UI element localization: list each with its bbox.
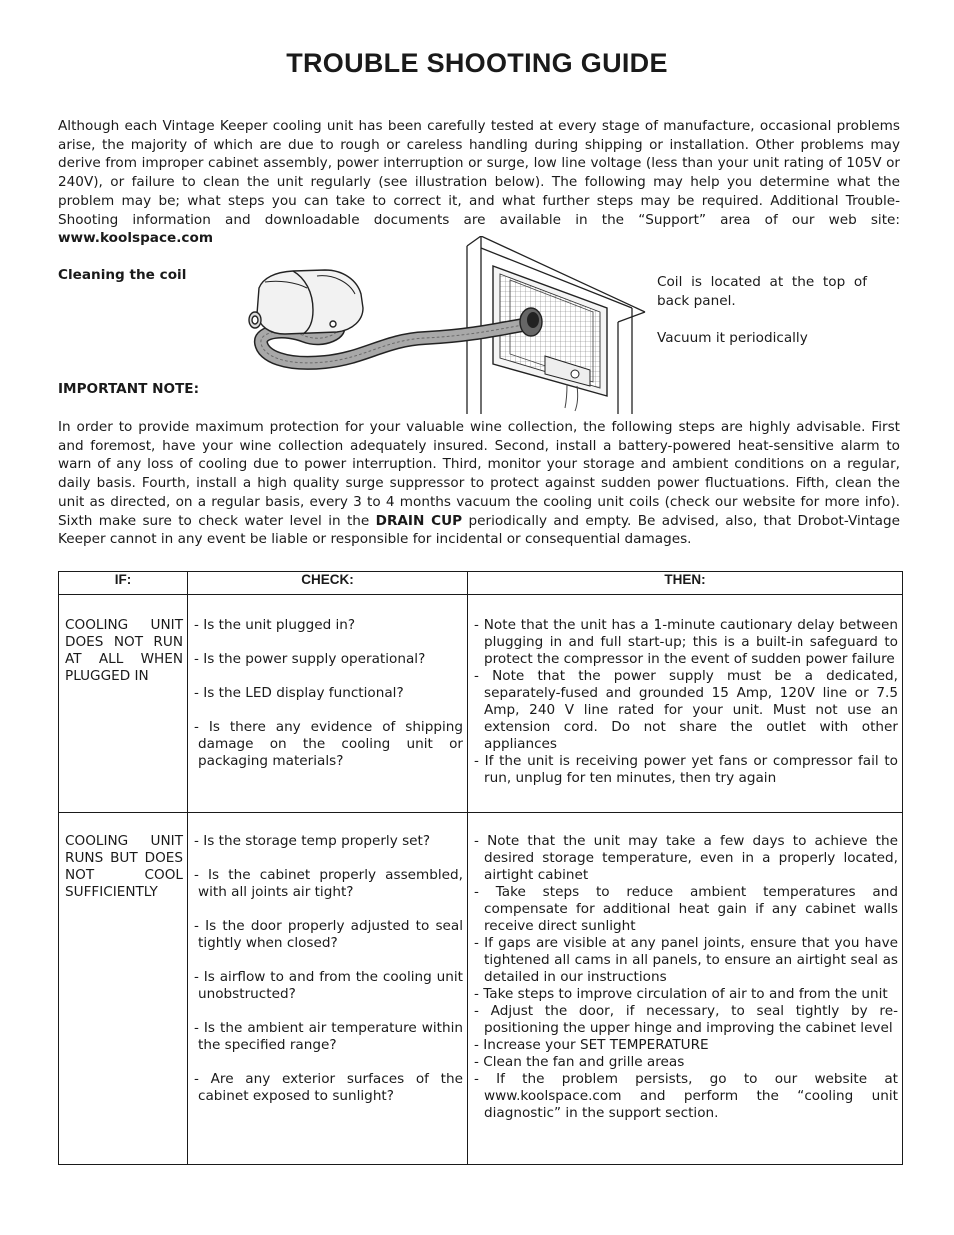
vacuum-cleaner <box>249 270 363 334</box>
troubleshooting-table <box>58 571 903 1165</box>
cleaning-heading: Cleaning the coil <box>58 267 187 283</box>
header-check: CHECK: <box>188 572 468 595</box>
coil-note <box>657 273 867 348</box>
website-link[interactable]: www.koolspace.com <box>58 230 213 247</box>
then-cell <box>468 595 903 813</box>
vacuum-nozzle <box>520 308 542 336</box>
check-item: - Is the cabinet properly assembled, with all joints air tight? <box>194 867 463 900</box>
then-item: - Take steps to reduce ambient temperatures and compensate for additional heat gain if any cabinet walls receive direct sunlight <box>474 884 898 934</box>
check-item: - Is the LED display functional? <box>194 685 404 701</box>
coil-cleaning-illustration <box>245 236 650 414</box>
then-item: - Adjust the door, if necessary, to seal tightly by re-positioning the upper hinge and improving the cabinet level <box>474 1003 898 1036</box>
page-title: TROUBLE SHOOTING GUIDE <box>286 48 668 78</box>
then-item: - Increase your SET TEMPERATURE <box>474 1037 709 1053</box>
then-item: - If the unit is receiving power yet fans or compressor fail to run, unplug for ten minutes, then try again <box>474 753 898 786</box>
check-item: - Is the unit plugged in? <box>194 617 356 633</box>
drain-cup-emphasis: DRAIN CUP <box>375 512 463 529</box>
check-item: - Is the storage temp properly set? <box>194 833 431 849</box>
then-item: - If the problem persists, go to our website at www.koolspace.com and perform the “cooling unit diagnostic” in the support section. <box>474 1071 898 1121</box>
then-item: - Take steps to improve circulation of air to and from the unit <box>474 986 888 1002</box>
then-item: - If gaps are visible at any panel joints, ensure that you have tightened all cams in all panels, to ensure an airtight seal as detailed in our instructions <box>474 935 898 985</box>
coil-location-text: Coil is located at the top of back panel. <box>657 274 867 309</box>
then-item: - Clean the fan and grille areas <box>474 1054 685 1070</box>
header-if: IF: <box>59 572 188 595</box>
intro-text: Although each Vintage Keeper cooling unit has been carefully tested at every stage of manufacture, occasional problems arise, the majority of which are due to rough or careless handling during shipping or installation. Other problems may derive from improper cabinet assembly, power interruption or surge, low line voltage (less than your unit rating of 105V or 240V), or failure to clean the unit regularly (see illustration below). The following may help you determine what the problem may be; what steps you can take to correct it, and what further steps may be required. Additional Trouble-Shooting information and downloadable documents are available in the “Support” area of our web site: <box>58 118 900 228</box>
vacuum-text: Vacuum it periodically <box>657 330 808 346</box>
table-row <box>59 813 903 1165</box>
check-cell <box>188 813 468 1165</box>
check-item: - Is the door properly adjusted to seal tightly when closed? <box>194 918 463 951</box>
check-item: - Is there any evidence of shipping damage on the cooling unit or packaging materials? <box>194 719 463 769</box>
protection-paragraph <box>58 418 900 549</box>
header-then: THEN: <box>468 572 903 595</box>
table-row <box>59 595 903 813</box>
check-item: - Is airflow to and from the cooling unit unobstructed? <box>194 969 463 1002</box>
check-item: - Is the power supply operational? <box>194 651 426 667</box>
coil-grille <box>493 266 607 411</box>
protection-text-after: periodically and empty. Be advised, also, that Drobot-Vintage Keeper cannot in any event be liable or responsible for incidental or consequential damages. <box>58 512 900 548</box>
then-item: - Note that the unit has a 1-minute cautionary delay between plugging in and full start-up; this is a built-in safeguard to protect the compressor in the event of sudden power failure <box>474 617 898 667</box>
table-header-row <box>59 572 903 595</box>
condition-cell: COOLING UNIT DOES NOT RUN AT ALL WHEN PLUGGED IN <box>59 595 188 813</box>
important-note-heading: IMPORTANT NOTE: <box>58 381 200 397</box>
check-cell <box>188 595 468 813</box>
then-item: - Note that the power supply must be a dedicated, separately-fused and grounded 15 Amp, 120V line or 7.5 Amp, 240 V line rated for your unit. Must not use an extension cord. Do not share the outlet with other appliances <box>474 668 898 752</box>
intro-paragraph <box>58 117 900 248</box>
check-item: - Is the ambient air temperature within the specified range? <box>194 1020 463 1053</box>
condition-cell: COOLING UNIT RUNS BUT DOES NOT COOL SUFFICIENTLY <box>59 813 188 1165</box>
protection-text-before: In order to provide maximum protection for your valuable wine collection, the following steps are highly advisable. First and foremost, have your wine collection adequately insured. Second, install a battery-powered heat-sensitive alarm to warn of any loss of cooling due to power interruption. Third, monitor your storage and ambient conditions on a regular, daily basis. Fourth, install a high quality surge suppressor to protect against sudden power fluctuations. Fifth, clean the unit as directed, on a regular basis, every 3 to 4 months vacuum the cooling unit coils (check our website for more info). Sixth make sure to check water level in the <box>58 419 900 529</box>
then-item: - Note that the unit may take a few days to achieve the desired storage temperature, even in a properly located, airtight cabinet <box>474 833 898 883</box>
check-item: - Are any exterior surfaces of the cabinet exposed to sunlight? <box>194 1071 463 1104</box>
then-cell <box>468 813 903 1165</box>
